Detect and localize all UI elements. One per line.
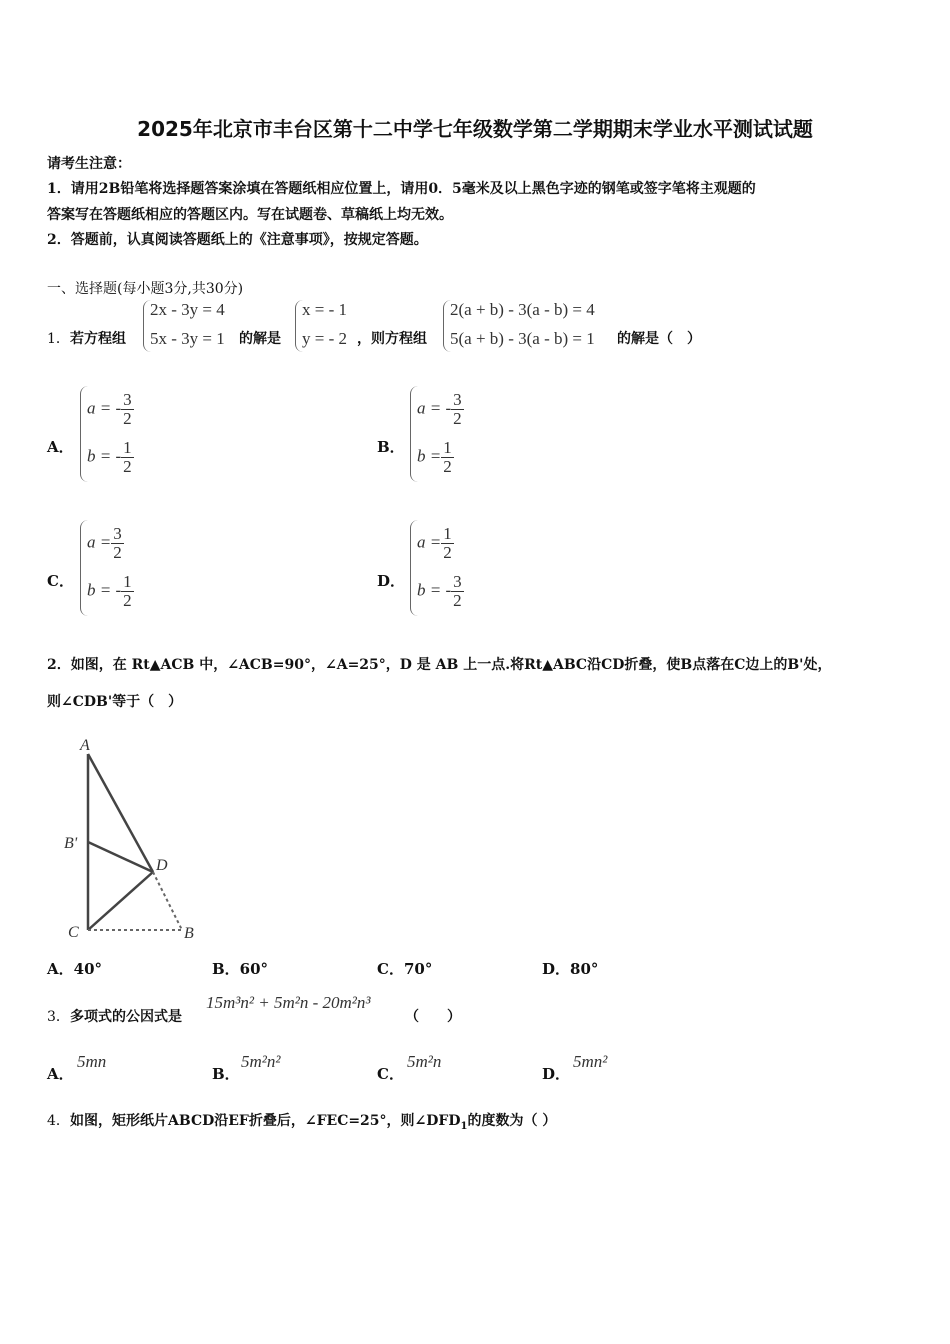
q1-option-b[interactable]: [410, 386, 501, 482]
page-title: 2025年北京市丰台区第十二中学七年级数学第二学期期末学业水平测试试题: [137, 117, 813, 141]
q4-number: 4．: [47, 1113, 70, 1129]
q1-option-c-b-den: 2: [123, 591, 132, 610]
q1-option-a-a-den: 2: [123, 409, 132, 428]
notice-line-2: 2．答题前，认真阅读答题纸上的《注意事项》，按规定答题。: [47, 232, 428, 248]
q1-system-1-eq2: 5x - 3y = 1: [150, 329, 225, 348]
q1-option-d-a-den: 2: [443, 543, 452, 562]
q1-option-c-a: a =: [87, 532, 112, 552]
q1-option-c-label[interactable]: C．: [47, 572, 74, 590]
figure-label-b: B: [184, 925, 194, 942]
q1-option-c-a-num: 3: [113, 524, 122, 543]
q1-option-a-b-den: 2: [123, 457, 132, 476]
q1-solution: [295, 300, 358, 352]
figure-label-a: A: [80, 737, 90, 754]
q2-option-c[interactable]: C．70°: [377, 960, 433, 978]
q3-option-d-expr[interactable]: 5mn²: [573, 1052, 608, 1071]
q1-option-c[interactable]: [80, 520, 171, 616]
q1-option-d-label[interactable]: D．: [377, 572, 406, 590]
q1-system-1: [143, 300, 236, 352]
notice-line-1b: 答案写在答题纸相应的答题区内。写在试题卷、草稿纸上均无效。: [47, 207, 453, 223]
q1-option-d-b-den: 2: [453, 591, 462, 610]
figure-label-c: C: [68, 924, 79, 941]
q1-option-c-a-den: 2: [113, 543, 122, 562]
q1-solution-y: y = - 2: [302, 329, 347, 348]
q4-text-main: 如图，矩形纸片ABCD沿EF折叠后，∠FEC=25°，则∠DFD: [70, 1113, 461, 1129]
notice-heading: 请考生注意：: [47, 156, 131, 172]
q3-option-a-expr[interactable]: 5mn: [77, 1052, 107, 1071]
q2-line-1: 2．如图，在 Rt▲ACB 中，∠ACB=90°，∠A=25°，D 是 AB 上一点.将Rt▲ABC沿CD折叠，使B点落在C边上的B'处，: [47, 657, 832, 673]
q4-subscript: 1: [460, 1120, 468, 1132]
q4-post: 的度数为（ ）: [467, 1113, 557, 1129]
figure-label-b-prime: B': [64, 835, 78, 852]
q2-triangle-figure: [60, 732, 210, 944]
q1-post-text: 的解是（ ）: [617, 331, 701, 347]
q2-line-2: 则∠CDB'等于（ ）: [47, 694, 183, 710]
q1-option-d-a-num: 1: [443, 524, 452, 543]
q1-option-a[interactable]: [80, 386, 171, 482]
q1-option-a-a-num: 3: [123, 390, 132, 409]
q1-option-d-b-num: 3: [453, 572, 462, 591]
q3-polynomial: 15m³n² + 5m²n - 20m²n³: [206, 993, 371, 1012]
notice-line-1: 1．请用2B铅笔将选择题答案涂填在答题纸相应位置上，请用0．5毫米及以上黑色字迹的钢笔或签字笔将主观题的: [47, 181, 756, 197]
section-heading: 一、选择题(每小题3分,共30分): [47, 281, 244, 297]
q1-system-2-eq2: 5(a + b) - 3(a - b) = 1: [450, 329, 595, 348]
q1-option-b-a: a = -: [417, 398, 452, 418]
q1-option-d-a: a =: [417, 532, 442, 552]
q1-option-b-a-num: 3: [453, 390, 462, 409]
q3-option-d-label[interactable]: D．: [542, 1065, 571, 1083]
q1-option-a-label[interactable]: A．: [47, 438, 74, 456]
q1-option-b-label[interactable]: B．: [377, 438, 405, 456]
q1-option-c-b-num: 1: [123, 572, 132, 591]
q1-system-2-eq1: 2(a + b) - 3(a - b) = 4: [450, 300, 595, 319]
q3-option-c-label[interactable]: C．: [377, 1065, 404, 1083]
q3-post: （ ）: [405, 1009, 461, 1025]
q1-number: 1．: [47, 331, 70, 347]
q1-system-1-eq1: 2x - 3y = 4: [150, 300, 225, 319]
q1-system-2: [443, 300, 616, 352]
q2-option-d[interactable]: D．80°: [542, 960, 599, 978]
q2-option-b[interactable]: B．60°: [212, 960, 269, 978]
q1-option-a-b: b = -: [87, 446, 122, 466]
q3-option-a-label[interactable]: A．: [47, 1065, 74, 1083]
q3-option-c-expr[interactable]: 5m²n: [407, 1052, 442, 1071]
q1-mid2-text: ，则方程组: [357, 331, 427, 347]
q1-option-d[interactable]: [410, 520, 501, 616]
q3-text: 多项式的公因式是: [70, 1009, 182, 1025]
q3-option-b-expr[interactable]: 5m²n²: [241, 1052, 281, 1071]
q1-option-c-b: b = -: [87, 580, 122, 600]
q1-mid-text: 的解是: [239, 331, 281, 347]
q2-option-a[interactable]: A．40°: [47, 960, 103, 978]
q1-option-a-b-num: 1: [123, 438, 132, 457]
q3-option-b-label[interactable]: B．: [212, 1065, 240, 1083]
q4-text: [70, 1110, 556, 1132]
q1-solution-x: x = - 1: [302, 300, 347, 319]
q1-pre-text: 若方程组: [70, 331, 126, 347]
q1-option-b-a-den: 2: [453, 409, 462, 428]
figure-label-d: D: [156, 857, 168, 874]
q1-option-b-b-num: 1: [443, 438, 452, 457]
q1-option-b-b: b =: [417, 446, 442, 466]
q1-option-b-b-den: 2: [443, 457, 452, 476]
q1-option-d-b: b = -: [417, 580, 452, 600]
q3-number: 3．: [47, 1009, 70, 1025]
q1-option-a-a: a = -: [87, 398, 122, 418]
